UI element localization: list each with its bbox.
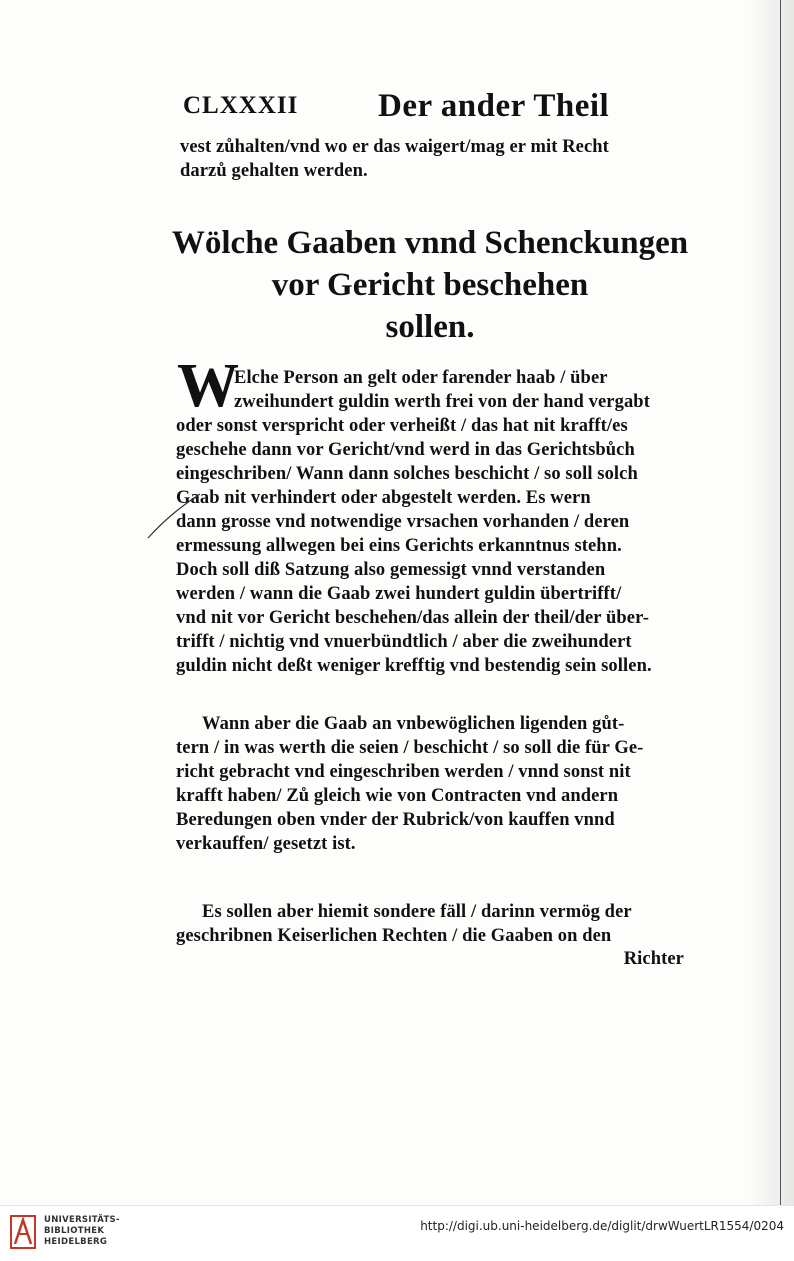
drop-cap-initial: W (177, 352, 239, 420)
paragraph-line: tern / in was werth die seien / beschicht / so soll die für Ge- (176, 738, 644, 758)
library-logo-text (44, 1215, 120, 1248)
logo-text-line: BIBLIOTHEK (44, 1226, 105, 1236)
page-edge-line (780, 0, 781, 1205)
catchword: Richter (623, 949, 684, 969)
logo-text-line: UNIVERSITÄTS- (44, 1215, 120, 1225)
heading-line: sollen. (385, 309, 475, 345)
heading-line: vor Gericht beschehen (271, 267, 589, 303)
heading-line: Wölche Gaaben vnnd Schenckungen (171, 225, 689, 261)
permalink-url[interactable]: http://digi.ub.uni-heidelberg.de/diglit/drwWuertLR1554/0204 (420, 1219, 784, 1233)
marginal-gloss-mark (140, 492, 210, 542)
paragraph-line: richt gebracht vnd eingeschriben werden / vnnd sonst nit (176, 762, 631, 782)
paragraph-line: geschribnen Keiserlichen Rechten / die Gaaben on den (176, 926, 612, 946)
paragraph-line: eingeschriben/ Wann dann solches beschicht / so soll solch (176, 464, 638, 484)
paragraph-line: vnd nit vor Gericht beschehen/das allein der theil/der über- (176, 608, 649, 628)
paragraph-line: geschehe dann vor Gericht/vnd werd in das Gerichtsbůch (176, 440, 635, 460)
running-title: Der ander Theil (378, 88, 610, 124)
paragraph-line: Doch soll diß Satzung also gemessigt vnnd verstanden (176, 560, 606, 580)
paragraph-line: Elche Person an gelt oder farender haab / über (234, 368, 608, 388)
paragraph-line: guldin nicht deßt weniger krefftig vnd bestendig sein sollen. (176, 656, 652, 676)
university-seal-icon (10, 1214, 36, 1250)
paragraph-line: Wann aber die Gaab an vnbewöglichen ligenden gůt- (202, 714, 625, 734)
logo-text-line: HEIDELBERG (44, 1237, 108, 1247)
paragraph-line: trifft / nichtig vnd vnuerbündtlich / aber die zweihundert (176, 632, 632, 652)
paragraph-line: dann grosse vnd notwendige vrsachen vorhanden / deren (176, 512, 630, 532)
folio-number: CLXXXII (183, 92, 299, 119)
paragraph-line: verkauffen/ gesetzt ist. (176, 834, 356, 854)
section-heading (170, 222, 690, 348)
paragraph-line: oder sonst verspricht oder verheißt / das hat nit krafft/es (176, 416, 628, 436)
paragraph-line: werden / wann die Gaab zwei hundert guldin übertrifft/ (176, 584, 622, 604)
paragraph-line: krafft haben/ Zů gleich wie von Contracten vnd andern (176, 786, 619, 806)
page-scan-edge (748, 0, 794, 1205)
paragraph-line: Es sollen aber hiemit sondere fäll / darinn vermög der (202, 902, 632, 922)
paragraph-line: zweihundert guldin werth frei von der hand vergabt (234, 392, 650, 412)
carryover-line: vest zůhalten/vnd wo er das waigert/mag er mit Recht (180, 137, 609, 157)
paragraph-line: Gaab nit verhindert oder abgestelt werden. Es wern (176, 488, 591, 508)
carryover-line: darzů gehalten werden. (180, 161, 368, 181)
page-header (183, 88, 633, 128)
viewer-footer (0, 1205, 794, 1261)
paragraph-line: ermessung allwegen bei eins Gerichts erkanntnus stehn. (176, 536, 622, 556)
paragraph-line: Beredungen oben vnder der Rubrick/von kauffen vnnd (176, 810, 615, 830)
